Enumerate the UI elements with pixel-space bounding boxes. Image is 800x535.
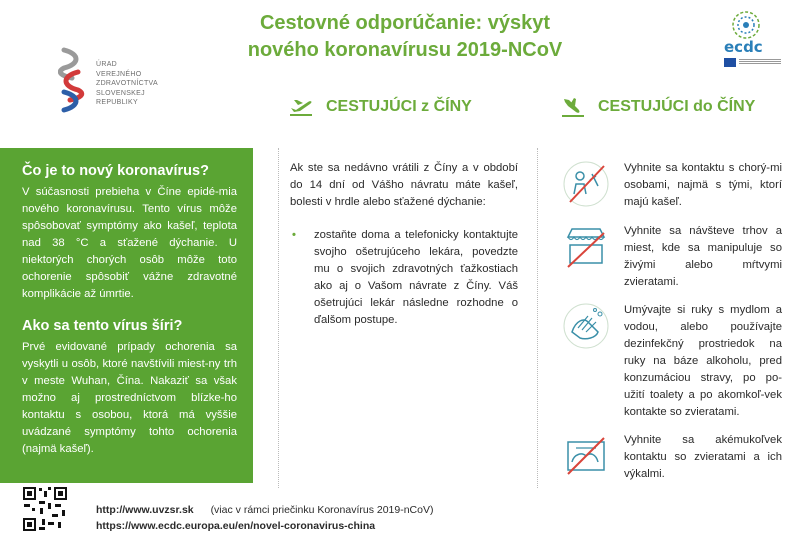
heading-to-china-label: CESTUJÚCI do ČÍNY: [598, 98, 756, 115]
link-uvzsr-note: (viac v rámci priečinku Koronavírus 2019-nCoV): [210, 504, 434, 516]
ecdc-logo: [710, 8, 782, 70]
advice-item: [562, 432, 782, 483]
qr-code-icon[interactable]: [22, 486, 68, 532]
sick-person-crossed-icon: [562, 160, 610, 208]
title-line-1: Cestovné odporúčanie: výskyt: [259, 12, 551, 34]
from-china-bullet: [290, 227, 518, 329]
uvzsr-logo-icon: [58, 46, 86, 116]
ecdc-logo-icon: [710, 8, 782, 42]
footer: [0, 483, 800, 535]
answer-how-spread: Prvé evidované prípady ochorenia sa vyskytli u osôb, ktoré navštívili miest-ny trh v meste Wuhan, Čína. Nakaziť sa však možno aj prostredníctvom blízke-ho kontaktu s osobou, ktorá má vyššie uvádzané symptómy tohto ochorenia (najmä kašeľ).: [22, 341, 237, 455]
answer-what-is: V súčasnosti prebieha v Číne epidé-mia nového koronavírusu. Tento vírus môže spôsobovať symptómy ako kašeľ, teplota nad 38 °C a sťažené dýchanie. U niektorých chorých osôb môže toto ochorenie spôsobiť vážne zdravotné komplikácie až úmrtie.: [22, 186, 237, 300]
from-china-advice: [290, 160, 518, 329]
eu-flag-icon: [724, 58, 736, 67]
heading-from-china: [288, 96, 472, 118]
uvzsr-name: [96, 60, 158, 108]
ecdc-wordmark: ecdc: [724, 38, 763, 56]
advice-item: [562, 223, 782, 291]
bullet-marker: •: [292, 229, 296, 241]
advice-text: Vyhnite sa akémukoľvek kontaktu so zvieratami a ich výkalmi.: [624, 434, 782, 480]
animal-contact-crossed-icon: [562, 432, 610, 480]
uvzsr-name-line: ÚRAD: [96, 61, 118, 68]
column-divider: [278, 148, 279, 488]
uvzsr-name-line: REPUBLIKY: [96, 99, 138, 106]
airplane-arrival-icon: [560, 96, 586, 118]
question-how-spread: Ako sa tento vírus šíri?: [22, 318, 183, 334]
heading-to-china: [560, 96, 755, 118]
airplane-departure-icon: [288, 96, 314, 118]
advice-text: Umývajte si ruky s mydlom a vodou, alebo používajte dezinfekčný prostriedok na ruky na báze alkoholu, pred konzumáciou stravy, po po-užití toalety a po akomkoľ-vek kontakte so zvieratami.: [624, 304, 782, 418]
question-what-is: Čo je to nový koronavírus?: [22, 163, 209, 179]
link-uvzsr[interactable]: http://www.uvzsr.sk: [96, 504, 194, 516]
page-title: [200, 10, 610, 64]
info-panel: [0, 148, 253, 483]
advice-text: Vyhnite sa návšteve trhov a miest, kde sa manipuluje so živými alebo mŕtvymi zvieratami.: [624, 225, 782, 288]
advice-item: [562, 302, 782, 421]
advice-item: [562, 160, 782, 211]
uvzsr-name-line: ZDRAVOTNÍCTVA: [96, 80, 158, 87]
footer-links: [96, 502, 433, 534]
from-china-bullet-text: zostaňte doma a telefonicky kontaktujte svojho ošetrujúceho lekára, povedzte mu o svojich zdravotných ťažkostiach ako aj o Vašom návrate z Číny. Váš ošetrujúci lekár následne rozhodne o ďalšom postupe.: [314, 229, 518, 326]
link-ecdc[interactable]: https://www.ecdc.europa.eu/en/novel-coronavirus-china: [96, 520, 376, 532]
market-crossed-icon: [562, 223, 610, 271]
uvzsr-logo: [58, 46, 188, 116]
ecdc-subtext-graphic: [739, 58, 781, 67]
from-china-intro: Ak ste sa nedávno vrátili z Číny a v období do 14 dní od Vášho návratu máte kašeľ, bolesti v hrdle alebo sťažené dýchanie:: [290, 162, 518, 208]
advice-text: Vyhnite sa kontaktu s chorý-mi osobami, najmä s tými, ktorí majú kašeľ.: [624, 162, 782, 208]
handwashing-icon: [562, 302, 610, 350]
title-line-2: nového koronavírusu 2019-NCoV: [247, 39, 563, 61]
uvzsr-name-line: VEREJNÉHO: [96, 70, 142, 78]
uvzsr-name-line: SLOVENSKEJ: [96, 89, 145, 97]
column-divider: [537, 148, 538, 488]
heading-from-china-label: CESTUJÚCI z ČÍNY: [326, 98, 472, 115]
